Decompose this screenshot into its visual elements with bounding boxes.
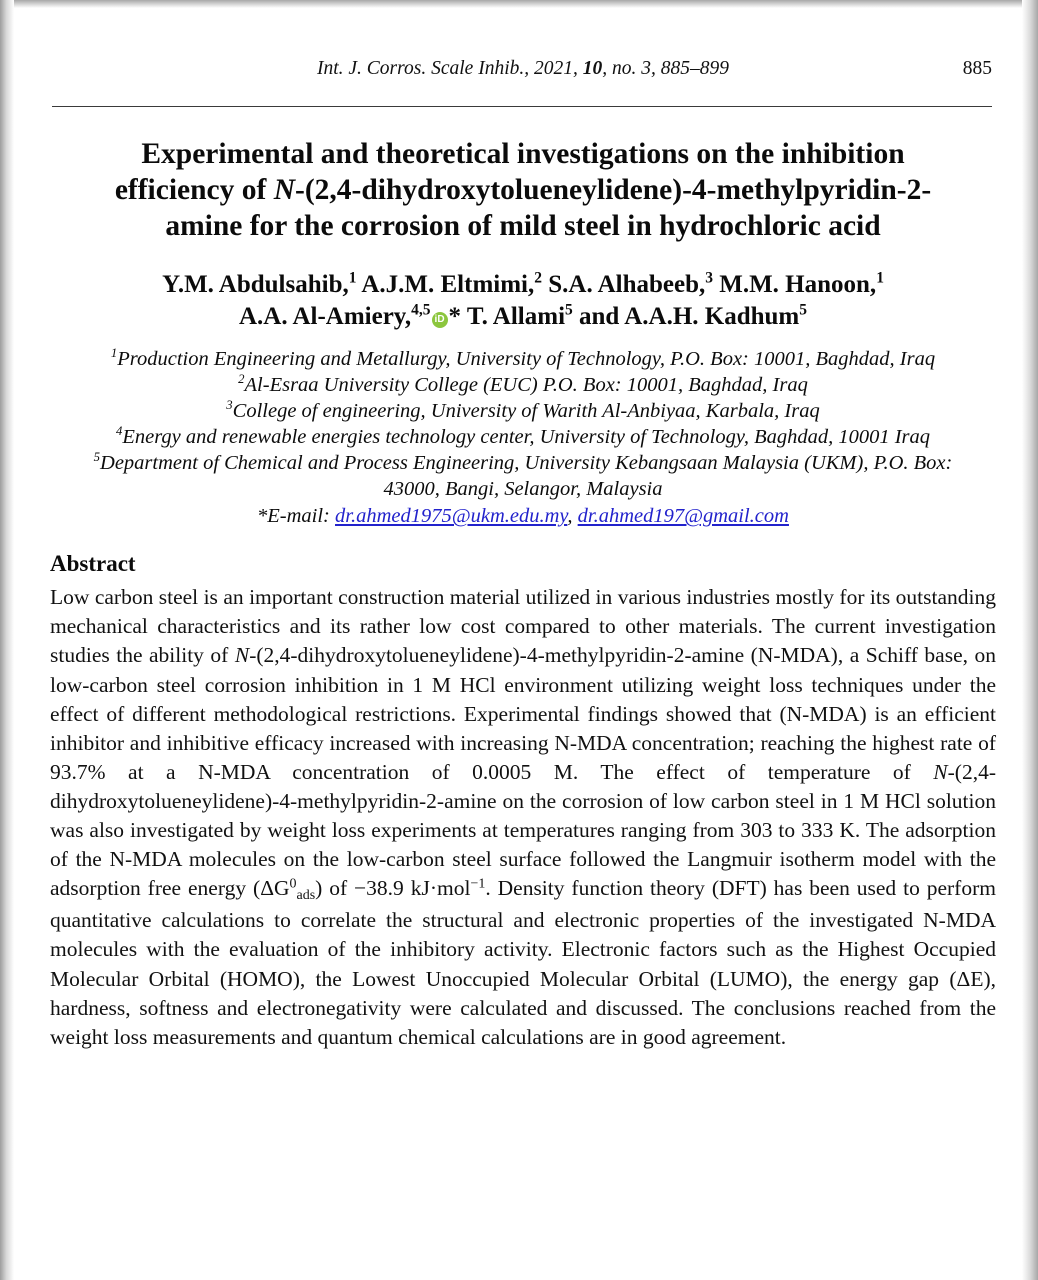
affiliation-list	[73, 346, 973, 529]
title-line-2-prefix: efficiency of	[114, 173, 274, 206]
title-line-2-suffix: -(2,4-dihydroxytolueneylidene)-4-methylpyridin-2-	[295, 173, 932, 206]
author-2-affil-marker: 2	[534, 269, 542, 287]
affiliation-text: Production Engineering and Metallurgy, University of Technology, P.O. Box: 10001, Baghdad, Iraq	[117, 347, 936, 370]
affiliation-text: Department of Chemical and Process Engineering, University Kebangsaan Malaysia (UKM), P.O. Box: 43000, Bangi, Selangor, Malaysia	[100, 452, 953, 501]
affiliation-marker: 3	[226, 398, 233, 413]
abstract-subscript-ads: ads	[296, 888, 316, 904]
author-1-affil-marker: 1	[348, 269, 357, 287]
author-3-affil-marker: 3	[705, 269, 713, 287]
author-2: A.J.M. Eltmimi,	[361, 270, 535, 298]
journal-name: Int. J. Corros. Scale Inhib.,	[316, 58, 530, 79]
corresponding-author-marker: *	[448, 303, 462, 331]
page-number: 885	[962, 58, 992, 79]
email-separator: ,	[567, 505, 573, 528]
affiliation-item	[73, 450, 973, 502]
orcid-icon[interactable]: iD	[432, 312, 448, 328]
author-6-affil-marker: 5	[565, 302, 573, 320]
email-label: *E-mail:	[257, 505, 330, 528]
affiliation-marker: 1	[110, 346, 118, 361]
abstract-part-2: -(2,4-dihydroxytolueneylidene)-4-methylpyridin-2-amine (N-MDA), a Schiff base, on low-carbon steel corrosion inhibition in 1 M HCl environment utilizing weight loss techniques under the effect of different methodological restrictions. Experimental findings showed that (N-MDA) is an efficient inhibitor and inhibitive efficacy increased with increasing N-MDA concentration; reaching the highest rate of 93.7% at a N-MDA concentration of 0.0005 M. The effect of temperature of	[50, 643, 996, 784]
journal-year: 2021,	[534, 58, 578, 79]
title-line-3: amine for the corrosion of mild steel in hydrochloric acid	[165, 209, 881, 242]
abstract-superscript-0: 0	[289, 876, 297, 892]
affiliation-item	[73, 424, 973, 450]
author-6: T. Allami	[466, 303, 566, 331]
affiliation-item	[73, 346, 973, 372]
abstract-italic-n-2: N	[933, 759, 948, 784]
email-link-primary[interactable]: dr.ahmed1975@ukm.edu.my	[335, 505, 568, 528]
journal-issue-pages: , no. 3, 885–899	[602, 58, 729, 79]
corresponding-email-line	[73, 503, 973, 529]
abstract-part-4: ) of −38.9 kJ·mol	[315, 876, 471, 901]
author-conjunction: and	[579, 303, 620, 331]
author-5: A.A. Al-Amiery,	[238, 303, 412, 331]
affiliation-marker: 2	[238, 372, 245, 387]
author-7: A.A.H. Kadhum	[624, 303, 800, 331]
affiliation-text: Al-Esraa University College (EUC) P.O. Box: 10001, Baghdad, Iraq	[244, 373, 808, 396]
email-link-secondary[interactable]: dr.ahmed197@gmail.com	[577, 505, 789, 528]
author-1: Y.M. Abdulsahib,	[162, 270, 349, 298]
running-head	[46, 0, 1000, 80]
journal-citation	[317, 58, 729, 80]
abstract-body	[50, 583, 996, 1052]
title-line-1: Experimental and theoretical investigations on the inhibition	[141, 138, 905, 170]
affiliation-item	[73, 398, 973, 424]
abstract-part-1: Low carbon steel is an important construction material utilized in various industries mostly for its outstanding mechanical characteristics and its rather low cost compared to other materials. The current investigation studies the ability of	[50, 585, 996, 668]
abstract-part-3: -(2,4-dihydroxytolueneylidene)-4-methylpyridin-2-amine on the corrosion of low carbon steel in 1 M HCl solution was also investigated by weight loss experiments at temperatures ranging from 303 to 333 K. The adsorption of the N-MDA molecules on the low-carbon steel surface followed the Langmuir isotherm model with the adsorption free energy (ΔG	[50, 759, 996, 901]
author-7-affil-marker: 5	[799, 302, 808, 320]
header-divider	[52, 106, 992, 107]
author-4: M.M. Hanoon,	[719, 270, 877, 298]
title-italic-n: N	[273, 173, 296, 206]
affiliation-marker: 5	[93, 450, 101, 465]
page-title	[71, 137, 976, 245]
affiliation-item	[73, 372, 973, 398]
author-3: S.A. Alhabeeb,	[548, 270, 706, 298]
abstract-superscript-minus1: −1	[470, 876, 486, 892]
affiliation-marker: 4	[115, 424, 123, 439]
abstract-part-5: . Density function theory (DFT) has been used to perform quantitative calculations to correlate the structural and electronic properties of the investigated N-MDA molecules with the evaluation of the inhibitory activity. Electronic factors such as the Highest Occupied Molecular Orbital (HOMO), the Lowest Unoccupied Molecular Orbital (LUMO), the energy gap (ΔE), hardness, softness and electronegativity were calculated and discussed. The conclusions reached from the weight loss measurements and quantum chemical calculations are in good agreement.	[50, 876, 996, 1049]
abstract-italic-n-1: N	[234, 643, 250, 668]
author-5-affil-marker: 4,5	[411, 302, 431, 320]
author-list	[83, 269, 963, 334]
journal-volume: 10	[582, 58, 603, 79]
abstract-heading: Abstract	[50, 551, 136, 577]
author-4-affil-marker: 1	[876, 269, 884, 287]
affiliation-text: Energy and renewable energies technology center, University of Technology, Baghdad, 10001 Iraq	[122, 426, 931, 449]
affiliation-text: College of engineering, University of Warith Al-Anbiyaa, Karbala, Iraq	[232, 400, 820, 423]
